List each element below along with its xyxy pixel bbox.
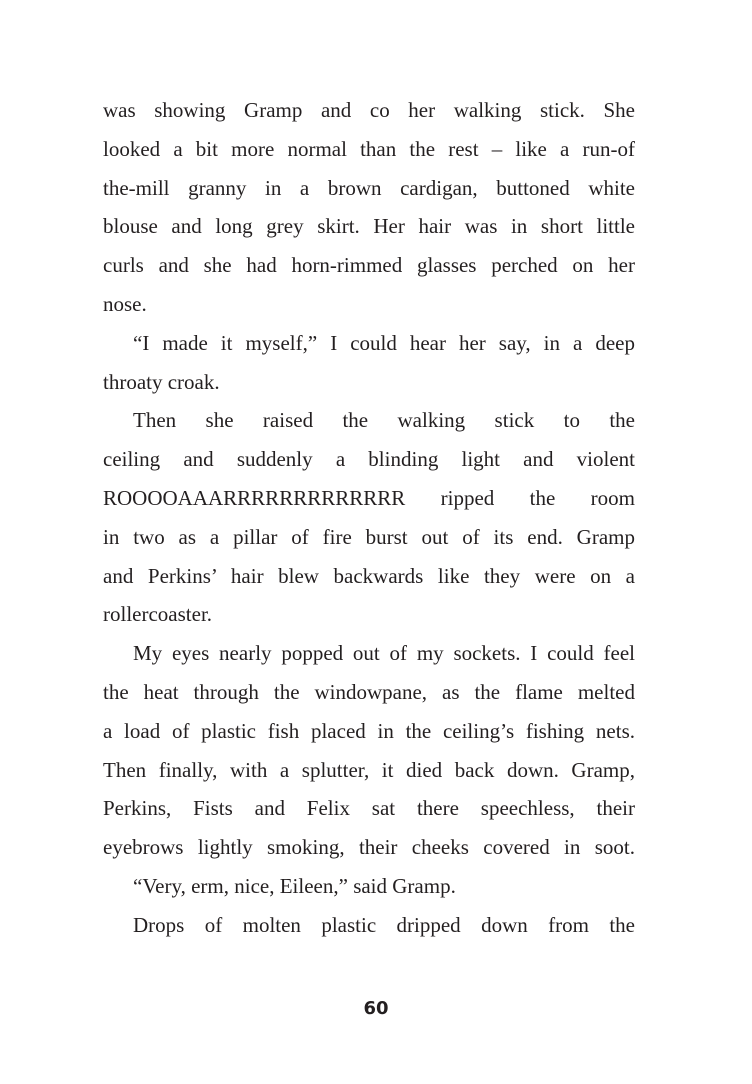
- body-text: [103, 91, 635, 945]
- text-line: was showing Gramp and co her walking stick. She: [103, 98, 635, 122]
- text-line: nose.: [103, 291, 147, 316]
- text-line: ceiling and suddenly a blinding light and violent: [103, 447, 635, 472]
- text-line: “Very, erm, nice, Eileen,” said Gramp.: [133, 873, 456, 898]
- text-line: Drops of molten plastic dripped down from the: [133, 912, 635, 937]
- text-line: eyebrows lightly smoking, their cheeks covered in soot.: [103, 835, 635, 860]
- text-line: Then she raised the walking stick to the: [133, 408, 635, 433]
- text-line: rollercoaster.: [103, 602, 213, 627]
- text-line: curls and she had horn-rimmed glasses perched on her: [103, 253, 635, 278]
- text-line: and Perkins’ hair blew backwards like they were on a: [103, 563, 635, 588]
- text-line: Then finally, with a splutter, it died back down. Gramp,: [103, 757, 635, 782]
- text-line: Perkins, Fists and Felix sat there speechless, their: [103, 796, 635, 821]
- page-number: 60: [363, 998, 389, 1019]
- text-line: throaty croak.: [103, 369, 220, 394]
- text-line: blouse and long grey skirt. Her hair was in short little: [103, 214, 635, 239]
- text-line: in two as a pillar of fire burst out of its end. Gramp: [103, 524, 635, 549]
- text-line: the heat through the windowpane, as the flame melted: [103, 679, 635, 704]
- text-line: looked a bit more normal than the rest – like a run-of: [103, 136, 635, 161]
- text-line: the-mill granny in a brown cardigan, buttoned white: [103, 175, 635, 200]
- text-line: ROOOOAAARRRRRRRRRRRRR ripped the room: [103, 485, 635, 510]
- text-line: “I made it myself,” I could hear her say, in a deep: [133, 330, 635, 355]
- text-line: a load of plastic fish placed in the ceiling’s fishing nets.: [103, 718, 635, 743]
- text-line: My eyes nearly popped out of my sockets. I could feel: [133, 641, 635, 666]
